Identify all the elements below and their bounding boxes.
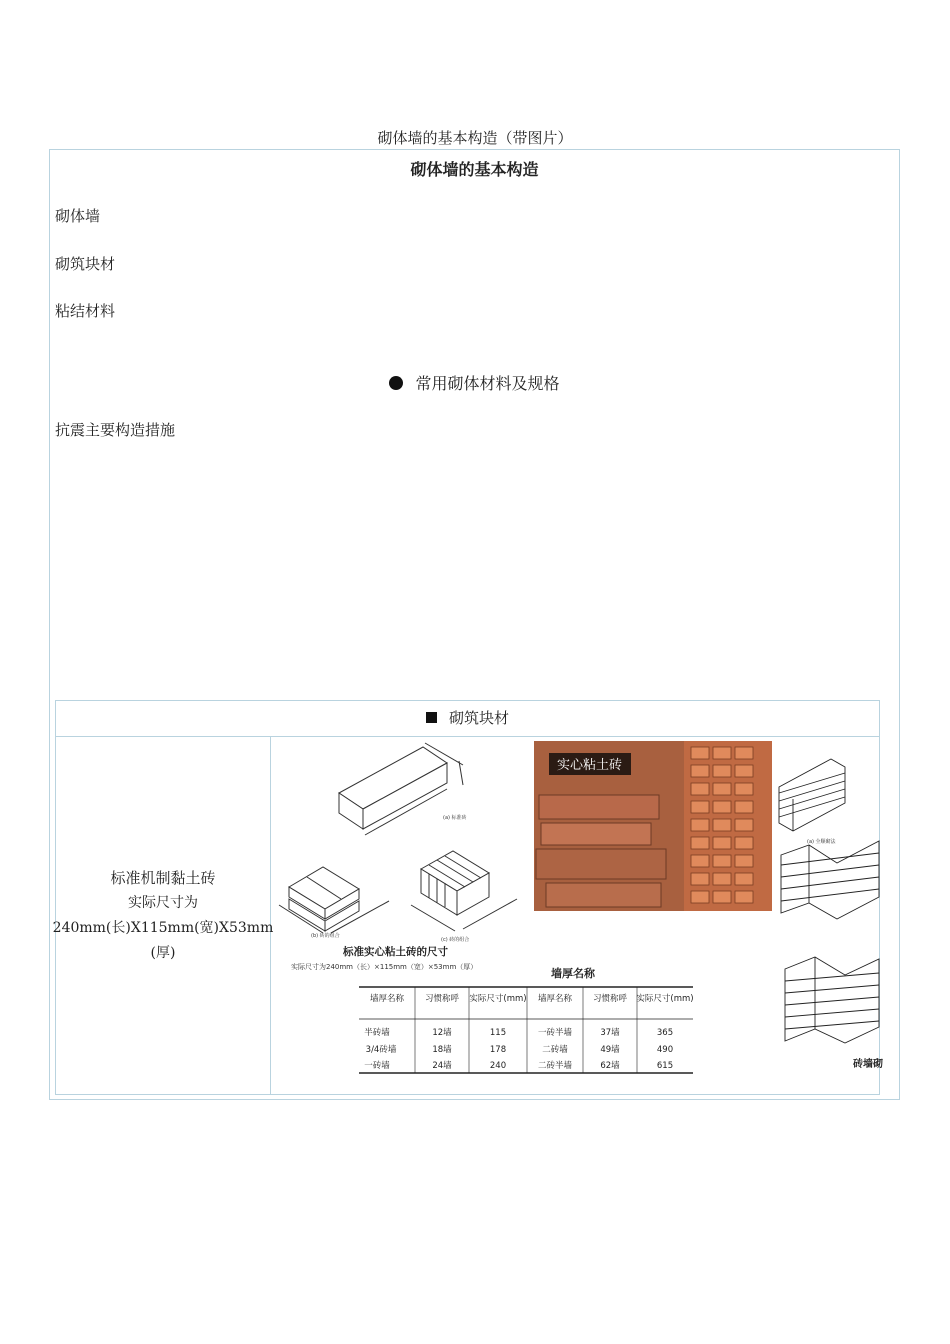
wall-table-header: 习惯称呼 <box>424 994 460 1004</box>
wall-table-cell: 18墙 <box>432 1045 452 1055</box>
diagram-caption: 标准实心粘土砖的尺寸 <box>343 946 448 958</box>
figures-cell <box>271 737 883 1094</box>
wall-caption: 砖墙砌 <box>853 1059 883 1070</box>
figures-svg <box>271 737 883 1094</box>
wall-thickness-table <box>359 987 694 1073</box>
wall-table-cell: 二砖墙 <box>542 1045 568 1055</box>
diagram-subcaption: 实际尺寸为240mm（长）×115mm（宽）×53mm（厚） <box>291 963 478 971</box>
wall-table-cell: 24墙 <box>432 1061 452 1071</box>
wall-table-title: 墙厚名称 <box>551 967 595 980</box>
sub-heading-text: 常用砌体材料及规格 <box>415 374 560 393</box>
wall-table-cell: 615 <box>656 1061 674 1071</box>
sub-heading <box>49 371 900 394</box>
item-masonry-wall: 砌体墙 <box>55 207 101 225</box>
size-unit: (厚) <box>150 944 176 961</box>
fig-a-label: (a) 标准砖 <box>443 815 467 821</box>
brick-photo <box>534 741 772 911</box>
size-value: 240mm(长)X115mm(宽)X53mm <box>52 919 274 936</box>
wall-table-cell: 178 <box>489 1045 507 1055</box>
wall-table-cell: 一砖墙 <box>364 1061 390 1071</box>
wall-table-cell: 240 <box>489 1061 507 1071</box>
square-bullet-icon <box>426 712 437 723</box>
photo-label: 实心粘土砖 <box>557 758 623 773</box>
main-heading: 砌体墙的基本构造 <box>410 160 539 179</box>
brick-dimension-diagram <box>279 743 517 933</box>
wall-table-cell: 365 <box>656 1028 674 1038</box>
wall-table-header: 墙厚名称 <box>369 994 405 1004</box>
wall-table-header: 墙厚名称 <box>537 994 573 1004</box>
wall-table-cell: 490 <box>656 1045 674 1055</box>
wall-table-cell: 37墙 <box>600 1028 620 1038</box>
fig-b-label: (b) 砖的组合 <box>311 933 340 939</box>
wall-table-cell: 115 <box>489 1028 507 1038</box>
document-title: 砌体墙的基本构造（带图片） <box>377 129 573 147</box>
wall-bond-illustrations <box>779 759 879 1043</box>
wall-table-cell: 二砖半墙 <box>537 1061 573 1071</box>
wall-table-cell: 半砖墙 <box>364 1028 390 1038</box>
wall-table-cell: 3/4砖墙 <box>365 1045 397 1055</box>
item-masonry-blocks: 砌筑块材 <box>55 255 116 273</box>
bullet-icon <box>389 376 403 390</box>
wall-table-cell: 一砖半墙 <box>537 1028 573 1038</box>
wall-table-cell: 12墙 <box>432 1028 452 1038</box>
blocks-table <box>52 700 883 1095</box>
seismic-measures: 抗震主要构造措施 <box>55 421 176 439</box>
item-bonding-material: 粘结材料 <box>55 302 116 320</box>
size-label: 实际尺寸为 <box>128 894 198 911</box>
table-header-text: 砌筑块材 <box>448 709 509 727</box>
wall-label-a: (a) 全顺砌法 <box>807 839 836 845</box>
wall-table-cell: 49墙 <box>600 1045 620 1055</box>
wall-table-cell: 62墙 <box>600 1061 620 1071</box>
wall-table-header: 实际尺寸(mm) <box>636 994 694 1004</box>
wall-table-header: 实际尺寸(mm) <box>469 994 527 1004</box>
table-header <box>56 701 879 737</box>
brick-name: 标准机制黏土砖 <box>110 868 216 887</box>
brick-description <box>52 737 274 1094</box>
fig-c-label: (c) 砖的组合 <box>441 937 470 943</box>
wall-table-header: 习惯称呼 <box>592 994 628 1004</box>
